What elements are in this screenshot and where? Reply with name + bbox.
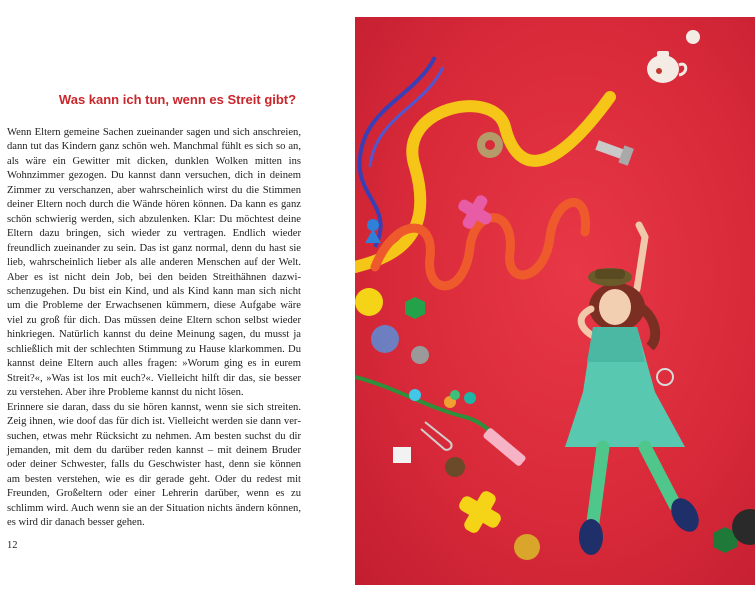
yellow-cross — [450, 482, 510, 542]
gear — [477, 132, 503, 158]
nut — [411, 346, 429, 364]
comb — [482, 427, 526, 467]
handcuff — [657, 369, 673, 385]
white-cube — [393, 447, 411, 463]
confetti-green — [450, 390, 460, 400]
left-page — [0, 0, 355, 604]
confetti-teal — [464, 392, 476, 404]
paperclip — [421, 422, 452, 450]
button — [445, 457, 465, 477]
chapter-heading: Was kann ich tun, wenn es Streit gibt? — [58, 92, 297, 107]
blue-propeller — [371, 325, 399, 353]
illustration-photo — [355, 17, 755, 585]
girl-figure — [565, 225, 704, 555]
bell — [514, 534, 540, 560]
yellow-flower — [355, 288, 383, 316]
bolt — [594, 137, 634, 166]
body-text — [7, 126, 301, 531]
confetti-blue — [409, 389, 421, 401]
paragraph-2: Erinnere sie daran, dass du sie hören kannst, wenn sie sich streiten. Zeig ihnen, wie doof das für dich ist. Vielleicht werden sie dann versuchen, etwas mehr Rücksicht zu nehmen. Am besten suchst du dir jemanden, mit dem du darüber reden kannst – mit deinem Bruder oder deiner Schwester, falls du Geschwister hast, denn sie können am besten verstehen, wie es dir gerade geht. Oder du redest mit Freunden, Großeltern oder einer Lehrerin darüber, wenn es zu schlimm wird. Auch wenn sie an der Situation nichts ändern können, es wird dir danach besser gehen. — [7, 401, 301, 529]
green-hexagon — [405, 297, 425, 319]
small-cup — [686, 30, 700, 44]
paragraph-1: Wenn Eltern gemeine Sachen zueinander sagen und sich anschreien, dann tut das Kindern ganz schön weh. Manchmal fühlt es sich so an, als wäre ein Gewitter mit dicken, dunklen Wolken mitten ins Wohnzimmer gezogen. Du kannst dann versuchen, dich in deinem Zimmer zu verschanzen, aber wahrscheinlich wirst du die Stimmen deiner Eltern noch durch die Wände hören können. Da kann es ganz schön schwierig werden, sich abzulenken. Klar: Du möchtest deine Eltern dazu bringen, sich wieder zu vertragen. Endlich wieder freundlich zueinander zu sein. Das ist ganz normal, denn du hast sie lieb, wahrscheinlich lieber als alle anderen Menschen auf der Welt. Aber es ist nicht dein Job, bei den beiden Streithähnen dazwischenzugehen. Du bist ein Kind, und als Kind kann man sich nicht um die Probleme der Erwachsenen kümmern, diese Aufgabe wäre viel zu groß für dich. Das müssen deine Eltern schon selbst wieder hinkriegen. Natürlich kannst du deine Meinung sagen, du musst ja schließlich mit der schlechten Stimmung zu Hause klarkommen. Du kannst deine Eltern auch alles fragen: »Worum ging es in eurem Streit?«, »Was ist los mit euch?«. Vielleicht hilft dir das, sie besser zu verstehen. Aber ihre Probleme kannst du nicht lösen. — [7, 127, 301, 399]
teapot — [647, 51, 686, 83]
page-number: 12 — [7, 540, 18, 551]
photo-collage — [355, 17, 755, 585]
